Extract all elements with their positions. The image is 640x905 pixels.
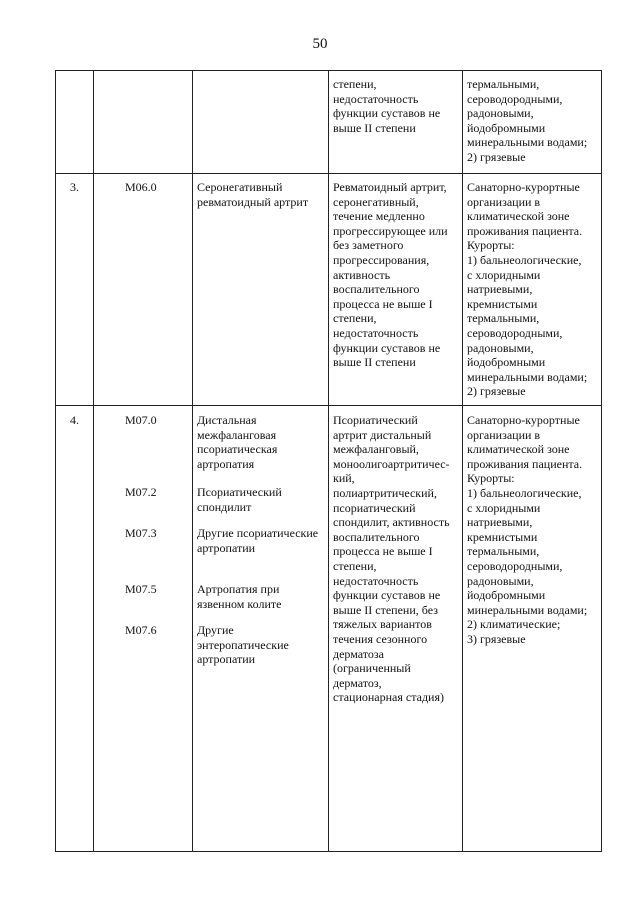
icd-code: M07.0 bbox=[125, 413, 157, 427]
disease-name: Артропатия при язвенном колите bbox=[197, 582, 282, 611]
disease-name: Другие псориатические артропатии bbox=[197, 526, 319, 555]
row-number: 4. bbox=[70, 413, 79, 427]
column-divider bbox=[192, 71, 193, 851]
condition-cell: Ревматоидный артрит, серонегативный, течение медленно прогрессирующее или без заметного прогрессирования, активность воспалительного процесса не выше I степени, недостаточность функции суставов не выше II степени bbox=[333, 180, 448, 370]
disease-name: Другие энтеропатические артропатии bbox=[197, 623, 289, 667]
icd-code: M07.2 bbox=[125, 485, 157, 499]
treatment-cell: Санаторно-курортные организации в климатической зоне проживания пациента. Курорты: 1) бальнеологические, с хлоридными натриевыми, кремнистыми термальными, сероводородными, радоновыми, йодобромными минеральными водами; 2) грязевые bbox=[467, 180, 588, 399]
document-table bbox=[55, 70, 602, 852]
disease-name: Дистальная межфаланговая псориатическая артропатия bbox=[197, 413, 278, 471]
column-divider bbox=[93, 71, 94, 851]
icd-code: M07.5 bbox=[125, 582, 157, 596]
icd-code: M07.3 bbox=[125, 526, 157, 540]
treatment-cell: Санаторно-курортные организации в климатической зоне проживания пациента. Курорты: 1) бальнеологические, с хлоридными натриевыми, кремнистыми термальными, сероводородными, радоновыми, йодобромными минеральными водами; 2) климатические; 3) грязевые bbox=[467, 413, 588, 646]
row-number: 3. bbox=[70, 180, 79, 194]
disease-name: Псориатический спондилит bbox=[197, 485, 282, 514]
icd-code: M06.0 bbox=[125, 180, 157, 194]
page-number: 50 bbox=[312, 36, 328, 52]
column-divider bbox=[462, 71, 463, 851]
icd-code: M07.6 bbox=[125, 623, 157, 637]
condition-cell: степени, недостаточность функции суставов не выше II степени bbox=[333, 77, 441, 135]
column-divider bbox=[328, 71, 329, 851]
treatment-cell: термальными, сероводородными, радоновыми, йодобромными минеральными водами; 2) грязевые bbox=[467, 77, 588, 164]
disease-name: Серонегативный ревматоидный артрит bbox=[197, 180, 309, 209]
condition-cell: Псориатический артрит дистальный межфаланговый, моноолигоартритичес- кий, полиартритический, псориатический спондилит, активность воспалительного процесса не выше I степени, недостаточность функции суставов не выше II степени, без тяжелых вариантов течения сезонного дерматоза (ограниченный дерматоз, стационарная стадия) bbox=[333, 413, 450, 705]
